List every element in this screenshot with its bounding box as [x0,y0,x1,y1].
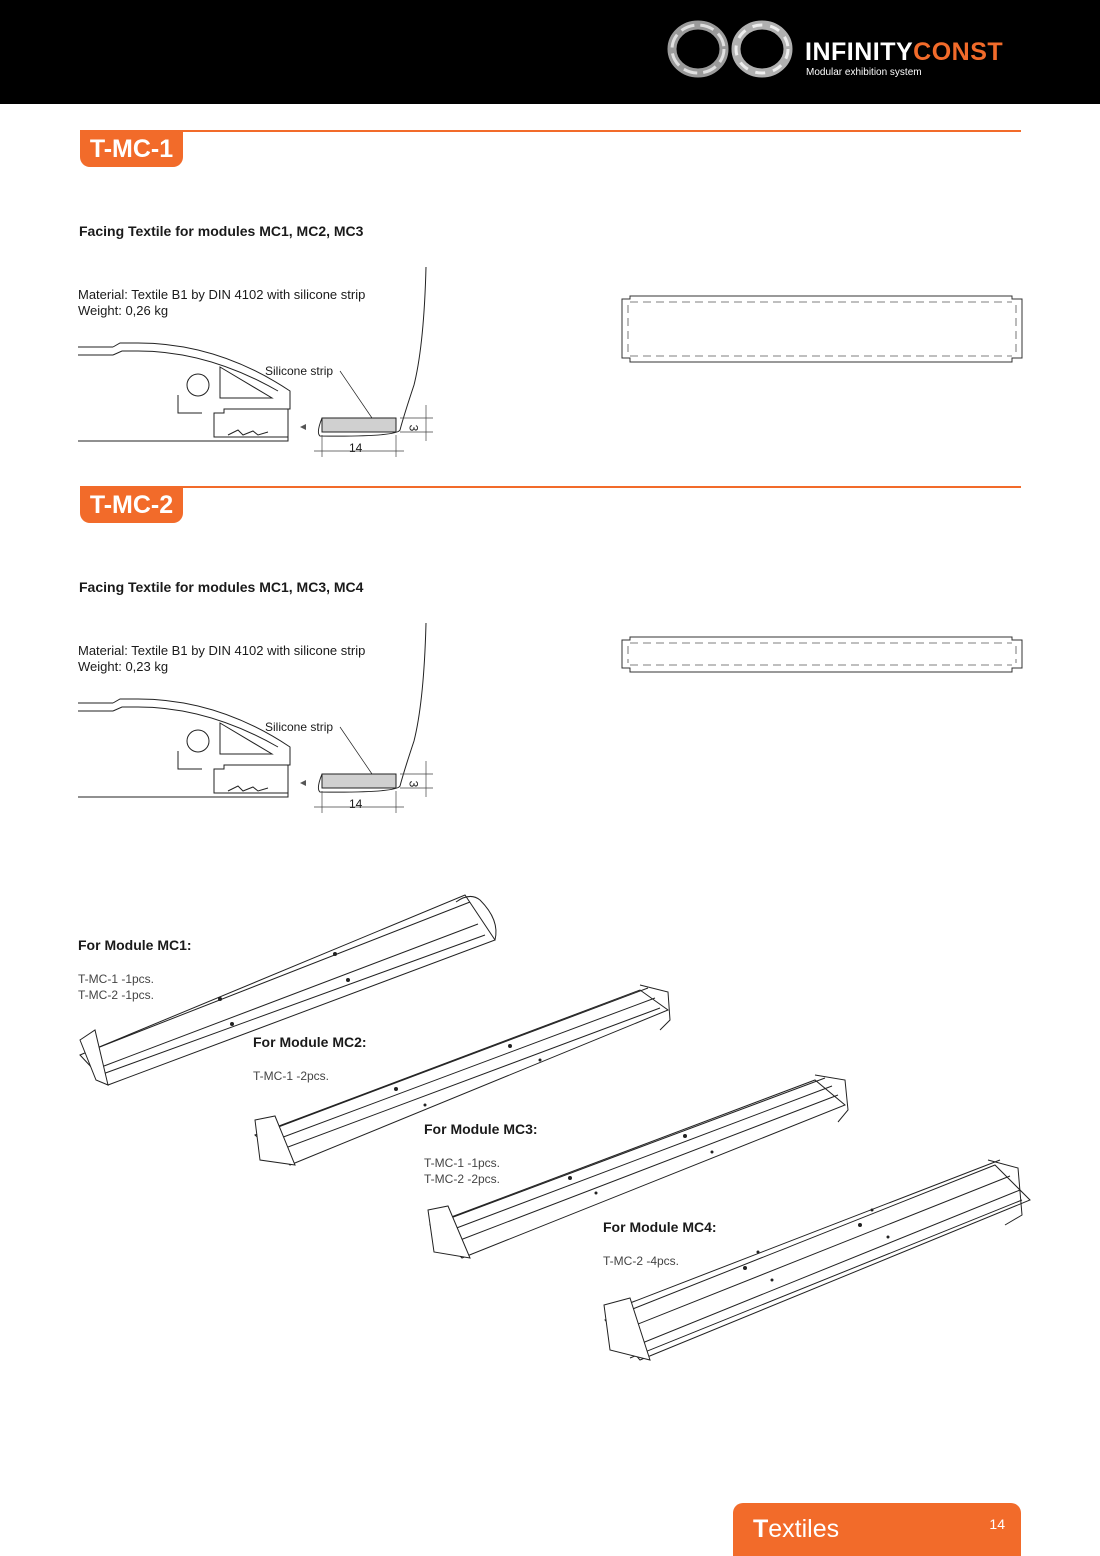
section-subtitle: Facing Textile for modules MC1, MC3, MC4 [79,579,364,595]
module-beams-illustration [0,880,1100,1400]
section-divider [80,130,1021,132]
section-divider [80,486,1021,488]
page-number: 14 [989,1516,1005,1532]
dimension-width: 14 [349,797,363,811]
material-text: Material: Textile B1 by DIN 4102 with silicone strip [78,287,366,302]
section-tab-t-mc-2: T-MC-2 [80,487,183,523]
module-qty-mc3-line1: T-MC-1 -1pcs. [424,1156,501,1170]
section-tab-t-mc-1: T-MC-1 [80,131,183,167]
module-title-mc3: For Module MC3: [424,1121,538,1137]
dimension-height: 3 [406,780,421,788]
module-title-mc4: For Module MC4: [603,1219,717,1235]
silicone-strip-label: Silicone strip [265,720,334,734]
textile-panel-outline-1 [620,295,1025,365]
page-header [0,0,1100,104]
profile-cross-section-drawing [78,621,438,816]
module-title-mc1: For Module MC1: [78,937,192,953]
module-title-mc2: For Module MC2: [253,1034,367,1050]
footer-section-title: Textiles [753,1515,840,1543]
brand-name: INFINITYCONST [805,38,1004,66]
weight-text: Weight: 0,26 kg [78,303,169,318]
module-qty-mc2-line1: T-MC-1 -2pcs. [253,1069,330,1083]
dimension-width: 14 [349,441,363,455]
module-qty-mc4-line1: T-MC-2 -4pcs. [603,1254,680,1268]
textile-panel-outline-2 [620,636,1025,674]
profile-cross-section-drawing [78,265,438,460]
weight-text: Weight: 0,23 kg [78,659,169,674]
dimension-height: 3 [406,424,421,432]
material-text: Material: Textile B1 by DIN 4102 with silicone strip [78,643,366,658]
section-subtitle: Facing Textile for modules MC1, MC2, MC3 [79,223,364,239]
module-qty-mc3-line2: T-MC-2 -2pcs. [424,1172,501,1186]
brand-tagline: Modular exhibition system [806,67,922,78]
footer-section-tab [733,1503,1021,1556]
infinity-rings-icon [666,18,796,80]
silicone-strip-label: Silicone strip [265,364,334,378]
module-qty-mc1-line1: T-MC-1 -1pcs. [78,972,155,986]
module-qty-mc1-line2: T-MC-2 -1pcs. [78,988,155,1002]
